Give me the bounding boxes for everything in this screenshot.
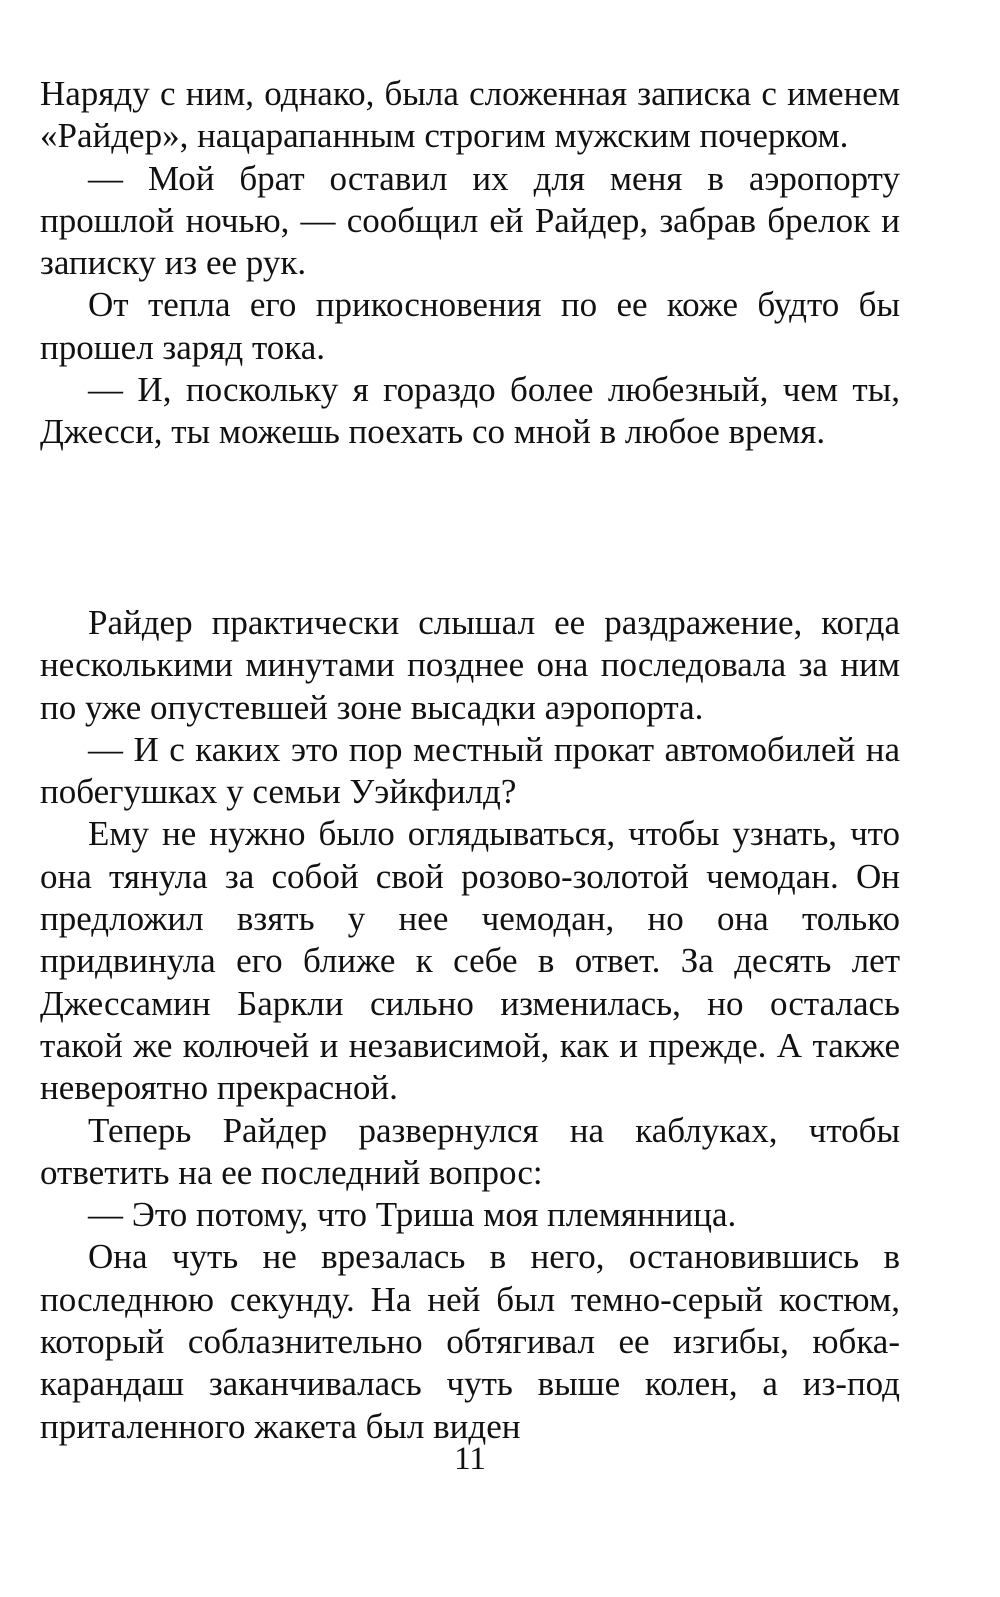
- paragraph: — Мой брат оставил их для меня в аэропорту прошлой ночью, — сообщил ей Райдер, забрав брелок и записку из ее рук.: [40, 158, 900, 283]
- paragraph: Теперь Райдер развернулся на каблуках, чтобы ответить на ее последний вопрос:: [40, 1110, 900, 1192]
- paragraph: Ему не нужно было оглядываться, чтобы узнать, что она тянула за собой свой розово-золотой чемодан. Он предложил взять у нее чемодан, но она только придвинула его ближе к себе в ответ. За десять лет Джессамин Баркли сильно изменилась, но осталась такой же колючей и независимой, как и прежде. А также невероятно прекрасной.: [40, 814, 900, 1108]
- paragraph: Райдер практически слышал ее раздражение, когда несколькими минутами позднее она последовала за ним по уже опустевшей зоне высадки аэропорта.: [40, 603, 900, 727]
- paragraph: Наряду с ним, однако, была сложенная записка с именем «Райдер», нацарапанным строгим мужским почерком.: [40, 74, 900, 156]
- text-block-upper: [40, 73, 900, 454]
- text-block-lower: [40, 602, 900, 1448]
- page-number: 11: [454, 1441, 486, 1477]
- paragraph: — Это потому, что Триша моя племянница.: [88, 1195, 737, 1235]
- paragraph: Она чуть не врезалась в него, остановившись в последнюю секунду. На ней был темно-серый костюм, который соблазнительно обтягивал ее изгибы, юбка-карандаш заканчивалась чуть выше колен, а из-под приталенного жакета был виден: [40, 1237, 900, 1446]
- paragraph: — И, поскольку я гораздо более любезный, чем ты, Джесси, ты можешь поехать со мной в любое время.: [40, 370, 900, 452]
- paragraph: — И с каких это пор местный прокат автомобилей на побегушках у семьи Уэйкфилд?: [40, 729, 900, 812]
- paragraph: От тепла его прикосновения по ее коже будто бы прошел заряд тока.: [40, 285, 900, 367]
